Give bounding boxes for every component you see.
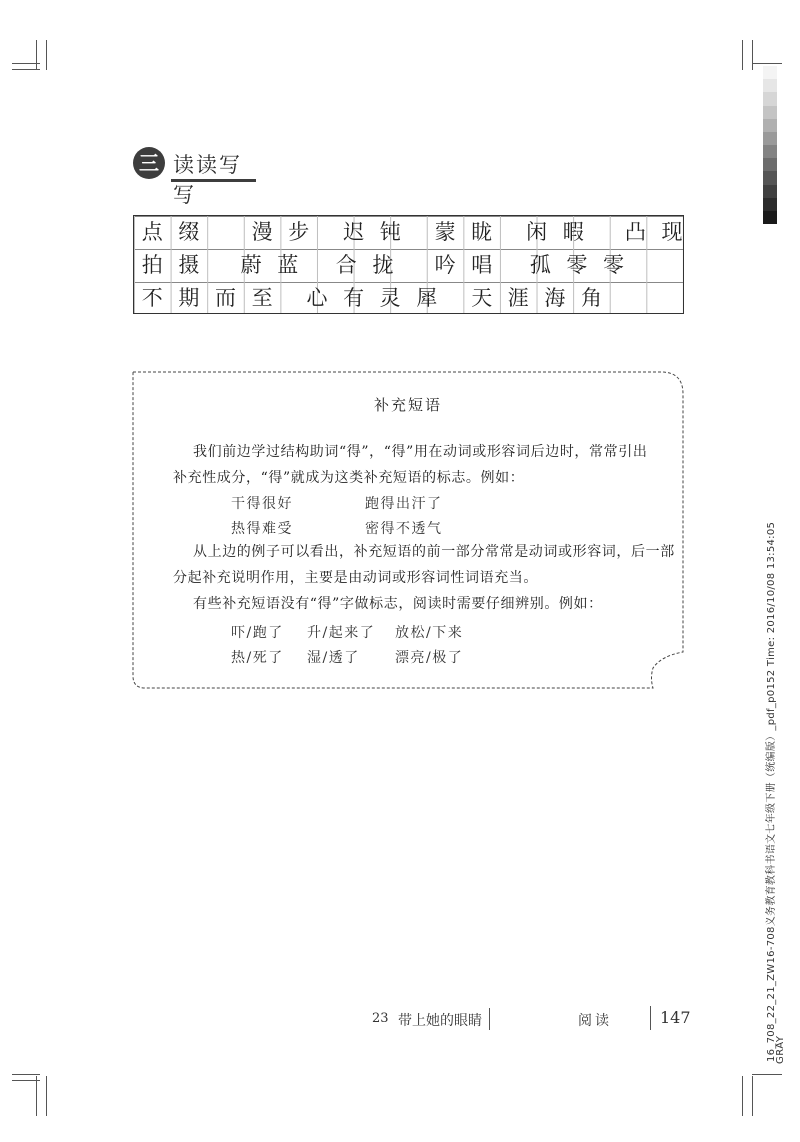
vocab-char: 现 (661, 220, 683, 244)
section-header (133, 147, 258, 207)
vocab-char: 角 (580, 286, 602, 310)
section-title: 读读写写 (173, 153, 242, 207)
vocab-char: 吟 (434, 253, 456, 277)
paragraph-line: 从上边的例子可以看出，补充短语的前一部分常常是动词或形容词，后一部 (193, 544, 675, 560)
vocab-char: 蒙 (434, 220, 456, 244)
crop-mark (742, 1076, 743, 1116)
crop-mark (752, 1076, 753, 1116)
vocab-word (427, 249, 500, 282)
vocab-char: 闲 (526, 220, 548, 244)
example-phrase: 放松/下来 (395, 625, 464, 641)
vocab-char: 海 (544, 286, 566, 310)
vocab-char: 点 (141, 220, 163, 244)
crop-mark (36, 1076, 37, 1116)
paragraph-line: 有些补充短语没有“得”字做标志，阅读时需要仔细辨别。例如： (193, 596, 603, 612)
section-underline (171, 179, 256, 182)
paragraph-line: 分起补充说明作用，主要是由动词或形容词性词语充当。 (173, 570, 538, 586)
paragraph-line: 我们前边学过结构助词“得”，“得”用在动词或形容词后边时，常常引出 (193, 444, 648, 460)
vocab-char: 蔚 (240, 253, 262, 277)
vocab-char: 期 (178, 286, 200, 310)
section-number-badge: 三 (133, 147, 165, 179)
vocab-char: 孤 (529, 253, 551, 277)
vocab-char: 迟 (343, 220, 365, 244)
vocab-word (463, 282, 609, 315)
crop-mark (12, 1074, 40, 1075)
vocab-char: 钝 (379, 220, 401, 244)
crop-mark (36, 40, 37, 70)
vocab-word (617, 216, 690, 249)
vocab-char: 合 (335, 253, 357, 277)
example-phrase: 密得不透气 (365, 521, 443, 537)
gray-scale-strip (763, 66, 777, 224)
example-phrase: 漂亮/极了 (395, 650, 464, 666)
vocab-char: 零 (602, 253, 624, 277)
vocab-char: 不 (141, 286, 163, 310)
vocab-char: 犀 (416, 286, 438, 310)
vocab-word (335, 216, 408, 249)
supplement-phrase-box (131, 370, 685, 690)
vocab-char: 天 (471, 286, 493, 310)
vocab-char: 有 (343, 286, 365, 310)
vocab-char: 心 (306, 286, 328, 310)
crop-mark (752, 63, 782, 64)
vocab-word (522, 249, 632, 282)
vocab-char: 缀 (178, 220, 200, 244)
footer-divider (489, 1008, 490, 1030)
example-phrase: 热得难受 (231, 521, 293, 537)
vocab-char: 唱 (471, 253, 493, 277)
vocab-char: 拍 (141, 253, 163, 277)
vocab-word (518, 216, 591, 249)
vocab-char: 拢 (372, 253, 394, 277)
vocab-char: 涯 (507, 286, 529, 310)
vocab-char: 至 (251, 286, 273, 310)
vocab-char: 漫 (251, 220, 273, 244)
crop-mark (46, 40, 47, 70)
example-phrase: 升/起来了 (307, 625, 376, 641)
footer-divider (650, 1006, 651, 1030)
vocabulary-grid (133, 215, 684, 314)
vocab-char: 凸 (624, 220, 646, 244)
vocab-word (244, 216, 317, 249)
box-title: 补充短语 (373, 396, 442, 414)
page-number: 147 (660, 1008, 691, 1027)
example-phrase: 跑得出汗了 (365, 496, 443, 512)
vocab-char: 暇 (562, 220, 584, 244)
example-phrase: 热/死了 (231, 650, 284, 666)
vocab-word (233, 249, 306, 282)
footer-section: 阅读 (578, 1013, 612, 1029)
vocab-word (134, 282, 280, 315)
vocab-word (427, 216, 500, 249)
vocab-char: 零 (566, 253, 588, 277)
example-phrase: 干得很好 (231, 496, 293, 512)
example-phrase: 湿/透了 (307, 650, 360, 666)
crop-mark (752, 1074, 782, 1075)
vocab-char: 眬 (471, 220, 493, 244)
vocab-char: 摄 (178, 253, 200, 277)
vocab-word (134, 249, 207, 282)
example-phrase: 吓/跑了 (231, 625, 284, 641)
vocab-char: 而 (214, 286, 236, 310)
crop-mark (742, 40, 743, 70)
footer-lesson-title: 带上她的眼睛 (398, 1013, 482, 1029)
paragraph-line: 补充性成分，“得”就成为这类补充短语的标志。例如： (173, 470, 525, 486)
gray-label: GRAY (775, 1035, 786, 1064)
vocab-char: 蓝 (277, 253, 299, 277)
crop-mark (46, 1076, 47, 1116)
vocab-word (134, 216, 207, 249)
vocab-char: 步 (288, 220, 310, 244)
print-metadata-text: 16_708_22_21_ZW16-708义务教育教科书语文七年级下册（统编版）_pdf_p0152 Time: 2016/10/08 13:54:05 (766, 521, 777, 1062)
vocab-word (328, 249, 401, 282)
crop-mark (752, 40, 753, 70)
vocab-char: 灵 (379, 286, 401, 310)
footer-lesson-number: 23 (372, 1011, 389, 1026)
vocab-word (299, 282, 445, 315)
